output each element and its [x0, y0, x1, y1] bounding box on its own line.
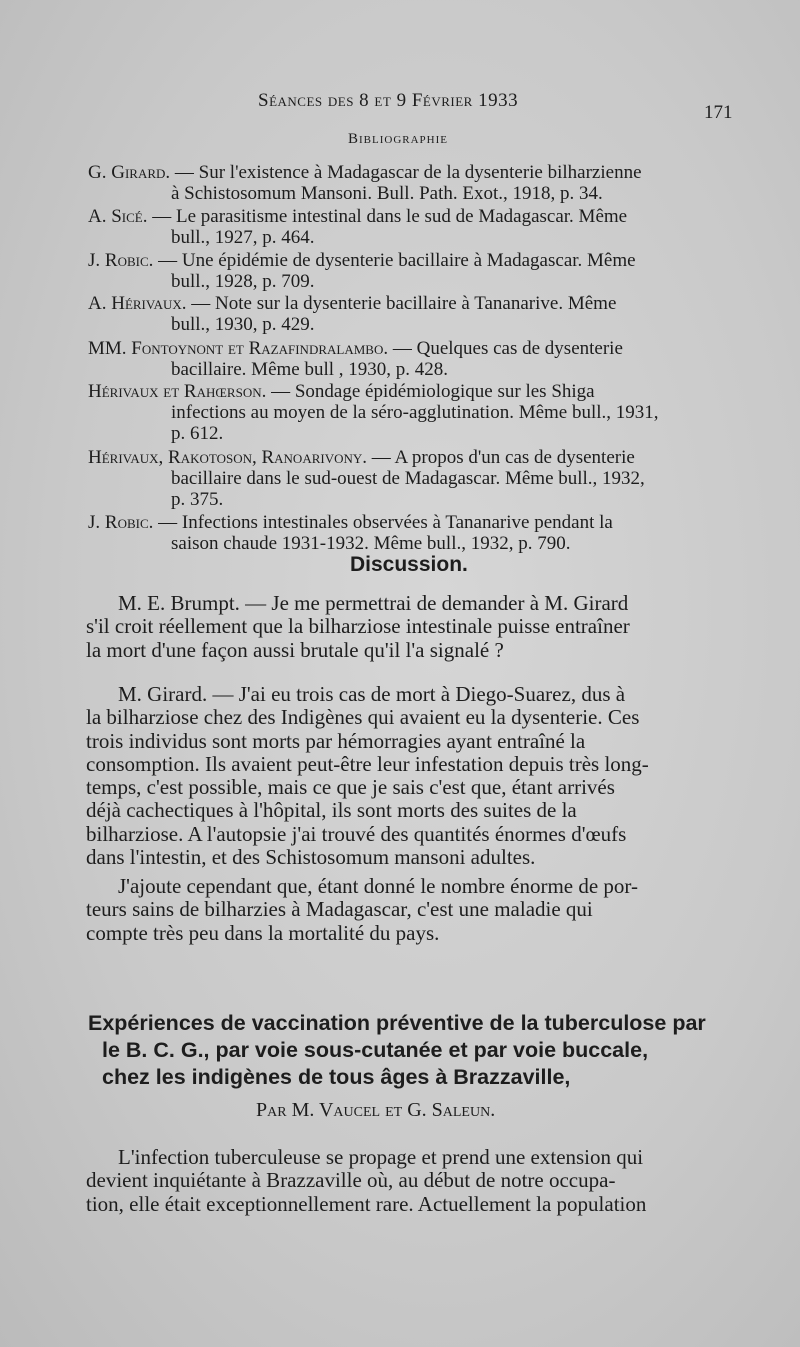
- reference-line: J. Robic. — Infections intestinales observées à Tananarive pendant la: [88, 512, 613, 533]
- discussion-paragraph: [86, 683, 736, 869]
- bibliography-entry: [88, 293, 616, 335]
- body-line: tion, elle était exceptionnellement rare. Actuellement la population: [86, 1191, 647, 1216]
- article-title-line: chez les indigènes de tous âges à Brazzaville,: [102, 1065, 571, 1089]
- article-title-line: Expériences de vaccination préventive de la tuberculose par: [88, 1011, 706, 1035]
- reference-line: p. 375.: [171, 489, 224, 510]
- paragraph-line: consomption. Ils avaient peut-être leur infestation depuis très long-: [86, 751, 649, 776]
- reference-line: saison chaude 1931-1932. Même bull., 1932, p. 790.: [171, 533, 571, 554]
- paragraph-line: déjà cachectiques à l'hôpital, ils sont morts des suites de la: [86, 798, 577, 823]
- bibliography-entry: [88, 338, 623, 380]
- bibliography-entry: [88, 250, 636, 292]
- reference-line: bacillaire. Même bull , 1930, p. 428.: [171, 359, 449, 380]
- reference-line: bull., 1927, p. 464.: [171, 227, 315, 248]
- paragraph-line: la mort d'une façon aussi brutale qu'il l'a signalé ?: [86, 637, 504, 662]
- article-title-line: le B. C. G., par voie sous-cutanée et par voie buccale,: [102, 1038, 649, 1062]
- paragraph-line: compte très peu dans la mortalité du pays.: [86, 920, 440, 945]
- reference-line: à Schistosomum Mansoni. Bull. Path. Exot., 1918, p. 34.: [171, 183, 603, 204]
- reference-author: MM. Fontoynont et Razafindralambo.: [88, 338, 393, 359]
- article-title: [88, 1010, 706, 1091]
- paragraph-line: temps, c'est possible, mais ce que je sais c'est que, étant arrivés: [86, 775, 615, 800]
- reference-line: bull., 1928, p. 709.: [171, 271, 315, 292]
- body-line: L'infection tuberculeuse se propage et prend une extension qui: [118, 1145, 644, 1169]
- reference-author: A. Hérivaux.: [88, 293, 192, 314]
- reference-author: J. Robic.: [88, 250, 159, 271]
- reference-line: bull., 1930, p. 429.: [171, 314, 315, 335]
- reference-line: A. Sicé. — Le parasitisme intestinal dans le sud de Madagascar. Même: [88, 206, 628, 227]
- reference-line: J. Robic. — Une épidémie de dysenterie bacillaire à Madagascar. Même: [88, 250, 636, 271]
- paragraph-line: M. E. Brumpt. — Je me permettrai de demander à M. Girard: [118, 591, 629, 615]
- discussion-paragraph: [86, 592, 736, 662]
- reference-author: A. Sicé.: [88, 206, 153, 227]
- discussion-heading: Discussion.: [350, 553, 468, 576]
- reference-line: infections au moyen de la séro-agglutination. Même bull., 1931,: [171, 402, 659, 423]
- article-body: [86, 1146, 736, 1216]
- bibliography-heading: Bibliographie: [348, 131, 448, 147]
- paragraph-line: dans l'intestin, et des Schistosomum mansoni adultes.: [86, 845, 536, 870]
- reference-line: p. 612.: [171, 423, 224, 444]
- reference-line: Hérivaux, Rakotoson, Ranoarivony. — A propos d'un cas de dysenterie: [88, 447, 635, 468]
- paragraph-line: la bilharziose chez des Indigènes qui avaient eu la dysenterie. Ces: [86, 705, 640, 730]
- bibliography-entry: [88, 206, 627, 248]
- reference-line: G. Girard. — Sur l'existence à Madagascar de la dysenterie bilharzienne: [88, 162, 642, 183]
- reference-author: Hérivaux et Rahœrson.: [88, 381, 272, 402]
- reference-author: J. Robic.: [88, 512, 159, 533]
- bibliography-entry: [88, 447, 645, 510]
- paragraph-line: bilharziose. A l'autopsie j'ai trouvé des quantités énormes d'œufs: [86, 821, 627, 846]
- paragraph-line: teurs sains de bilharzies à Madagascar, c'est une maladie qui: [86, 897, 593, 922]
- body-line: devient inquiétante à Brazzaville où, au début de notre occupa-: [86, 1168, 616, 1193]
- paragraph-line: trois individus sont morts par hémorragies ayant entraîné la: [86, 728, 586, 753]
- paragraph-line: s'il croit réellement que la bilharziose intestinale puisse entraîner: [86, 614, 630, 639]
- reference-line: Hérivaux et Rahœrson. — Sondage épidémiologique sur les Shiga: [88, 381, 595, 402]
- bibliography-entry: [88, 512, 613, 554]
- page-number: 171: [704, 102, 733, 123]
- article-authors: Par M. Vaucel et G. Saleun.: [256, 1099, 496, 1121]
- reference-line: MM. Fontoynont et Razafindralambo. — Quelques cas de dysenterie: [88, 338, 623, 359]
- bibliography-entry: [88, 381, 659, 444]
- bibliography-entry: [88, 162, 642, 204]
- paragraph-line: M. Girard. — J'ai eu trois cas de mort à Diego-Suarez, dus à: [118, 682, 626, 706]
- paragraph-line: J'ajoute cependant que, étant donné le nombre énorme de por-: [118, 874, 638, 898]
- reference-line: bacillaire dans le sud-ouest de Madagascar. Même bull., 1932,: [171, 468, 645, 489]
- reference-line: A. Hérivaux. — Note sur la dysenterie bacillaire à Tananarive. Même: [88, 293, 617, 314]
- running-header: Séances des 8 et 9 Février 1933: [258, 90, 519, 111]
- reference-author: Hérivaux, Rakotoson, Ranoarivony.: [88, 447, 372, 468]
- discussion-paragraph: [86, 875, 736, 945]
- reference-author: G. Girard.: [88, 162, 175, 183]
